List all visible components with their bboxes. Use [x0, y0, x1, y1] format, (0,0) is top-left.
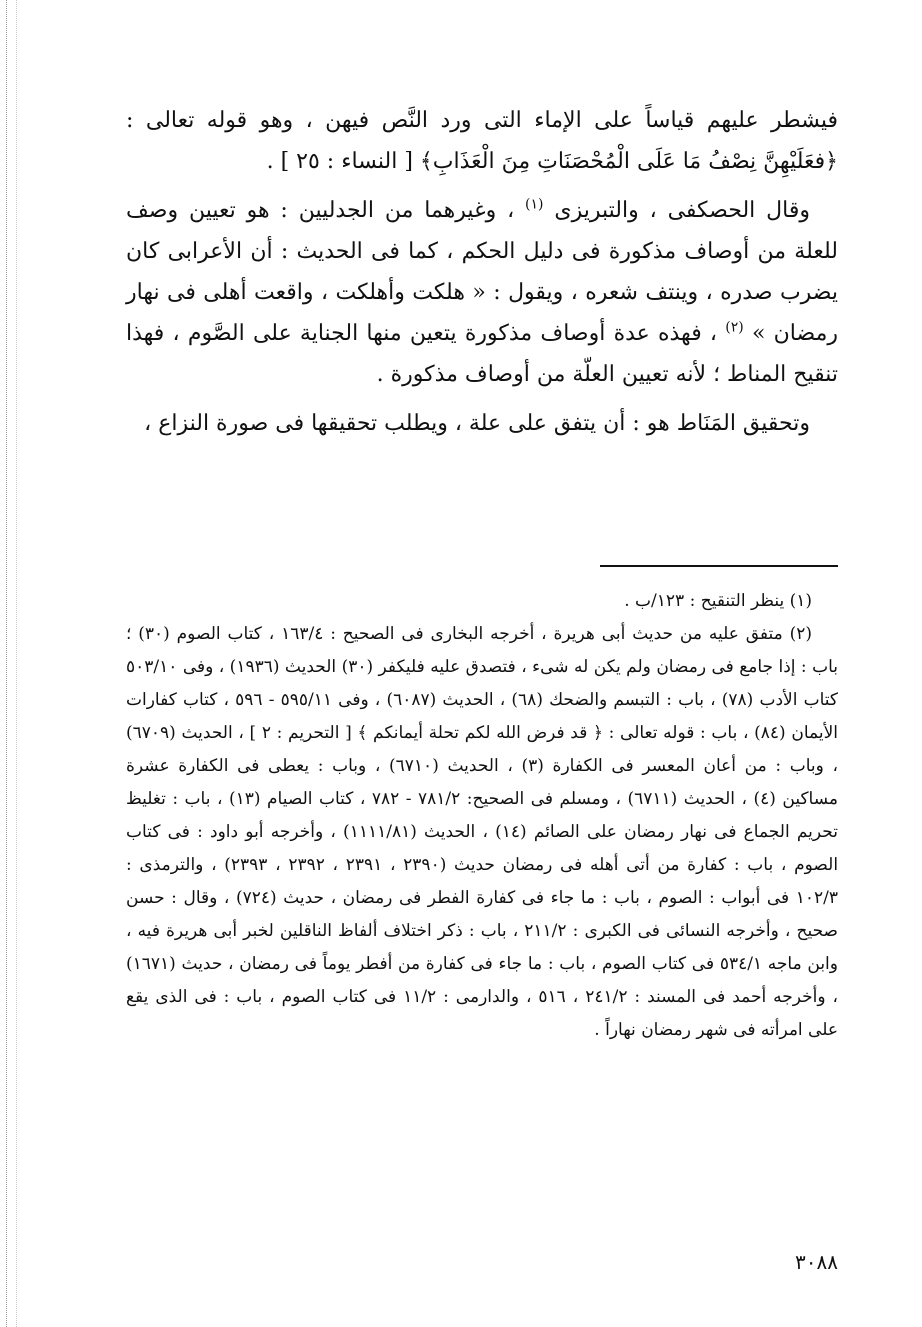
footnote-ref-2[interactable]: (٢)	[725, 319, 744, 336]
paragraph-2-part-a: وقال الحصكفى ، والتبريزى	[554, 198, 810, 223]
paragraph-2-part-b: ، وغيرهما من الجدليين : هو تعيين وصف للعلة من أوصاف مذكورة فى دليل الحكم ، كما فى الحديث : أن الأعرابى كان يضرب صدره ، وينتف شعره ، ويقول : « هلكت وأهلكت ، واقعت أهلى فى نهار رمضان »	[126, 198, 838, 346]
paragraph-2	[126, 190, 838, 395]
page-edge-line	[6, 0, 8, 1327]
paragraph-3: وتحقيق المَنَاط هو : أن يتفق على علة ، ويطلب تحقيقها فى صورة النزاع ،	[144, 411, 810, 436]
footnotes	[126, 585, 838, 1047]
page-edge-line-inner	[16, 0, 18, 1327]
footnote-1: (١) ينظر التنقيح : ١٢٣/ب .	[624, 591, 812, 611]
page-number: ٣٠٨٨	[795, 1250, 838, 1274]
footnote-separator	[600, 565, 838, 567]
footnote-2: (٢) متفق عليه من حديث أبى هريرة ، أخرجه البخارى فى الصحيح : ١٦٣/٤ ، كتاب الصوم (٣٠) ؛ باب : إذا جامع فى رمضان ولم يكن له شىء ، فتصدق عليه فليكفر (٣٠) الحديث (١٩٣٦) ، وفى ٥٠٣/١٠ كتاب الأدب (٧٨) ، باب : التبسم والضحك (٦٨) ، الحديث (٦٠٨٧) ، وفى ٥٩٥/١١ - ٥٩٦ ، كتاب كفارات الأيمان (٨٤) ، باب : قوله تعالى : ﴿ قد فرض الله لكم تحلة أيمانكم ﴾ [ التحريم : ٢ ] ، الحديث (٦٧٠٩) ، وباب : من أعان المعسر فى الكفارة (٣) ، الحديث (٦٧١٠) ، وباب : يعطى فى الكفارة عشرة مساكين (٤) ، الحديث (٦٧١١) ، ومسلم فى الصحيح: ٧٨١/٢ - ٧٨٢ ، كتاب الصيام (١٣) ، باب : تغليظ تحريم الجماع فى نهار رمضان على الصائم (١٤) ، الحديث (١١١١/٨١) ، وأخرجه أبو داود : فى كتاب الصوم ، باب : كفارة من أتى أهله فى رمضان حديث (٢٣٩٠ ، ٢٣٩١ ، ٢٣٩٢ ، ٢٣٩٣) ، والترمذى : ١٠٢/٣ فى أبواب : الصوم ، باب : ما جاء فى كفارة الفطر فى رمضان ، حديث (٧٢٤) ، وقال : حسن صحيح ، وأخرجه النسائى فى الكبرى : ٢١١/٢ ، باب : ذكر اختلاف ألفاظ الناقلين لخبر أبى هريرة فيه ، وابن ماجه ٥٣٤/١ فى كتاب الصوم ، باب : ما جاء فى كفارة من أفطر يوماً فى رمضان ، حديث (١٦٧١) ، وأخرجه أحمد فى المسند : ٢٤١/٢ ، ٥١٦ ، والدارمى : ١١/٢ فى كتاب الصوم ، باب : فى الذى يقع على امرأته فى شهر رمضان نهاراً .	[126, 624, 839, 1040]
paragraph-2-part-c: ، فهذه عدة أوصاف مذكورة يتعين منها الجناية على الصَّوم ، فهذا تنقيح المناط ؛ لأنه تعيين العلّة من أوصاف مذكورة .	[126, 321, 838, 387]
paragraph-1: فيشطر عليهم قياساً على الإماء التى ورد النَّص فيهن ، وهو قوله تعالى : ﴿فعَلَيْهِنَّ نِصْفُ مَا عَلَى الْمُحْصَنَاتِ مِنَ الْعَذَابِ﴾ [ النساء : ٢٥ ] .	[126, 108, 838, 174]
footnote-ref-1[interactable]: (١)	[525, 196, 544, 213]
main-text	[126, 100, 838, 444]
